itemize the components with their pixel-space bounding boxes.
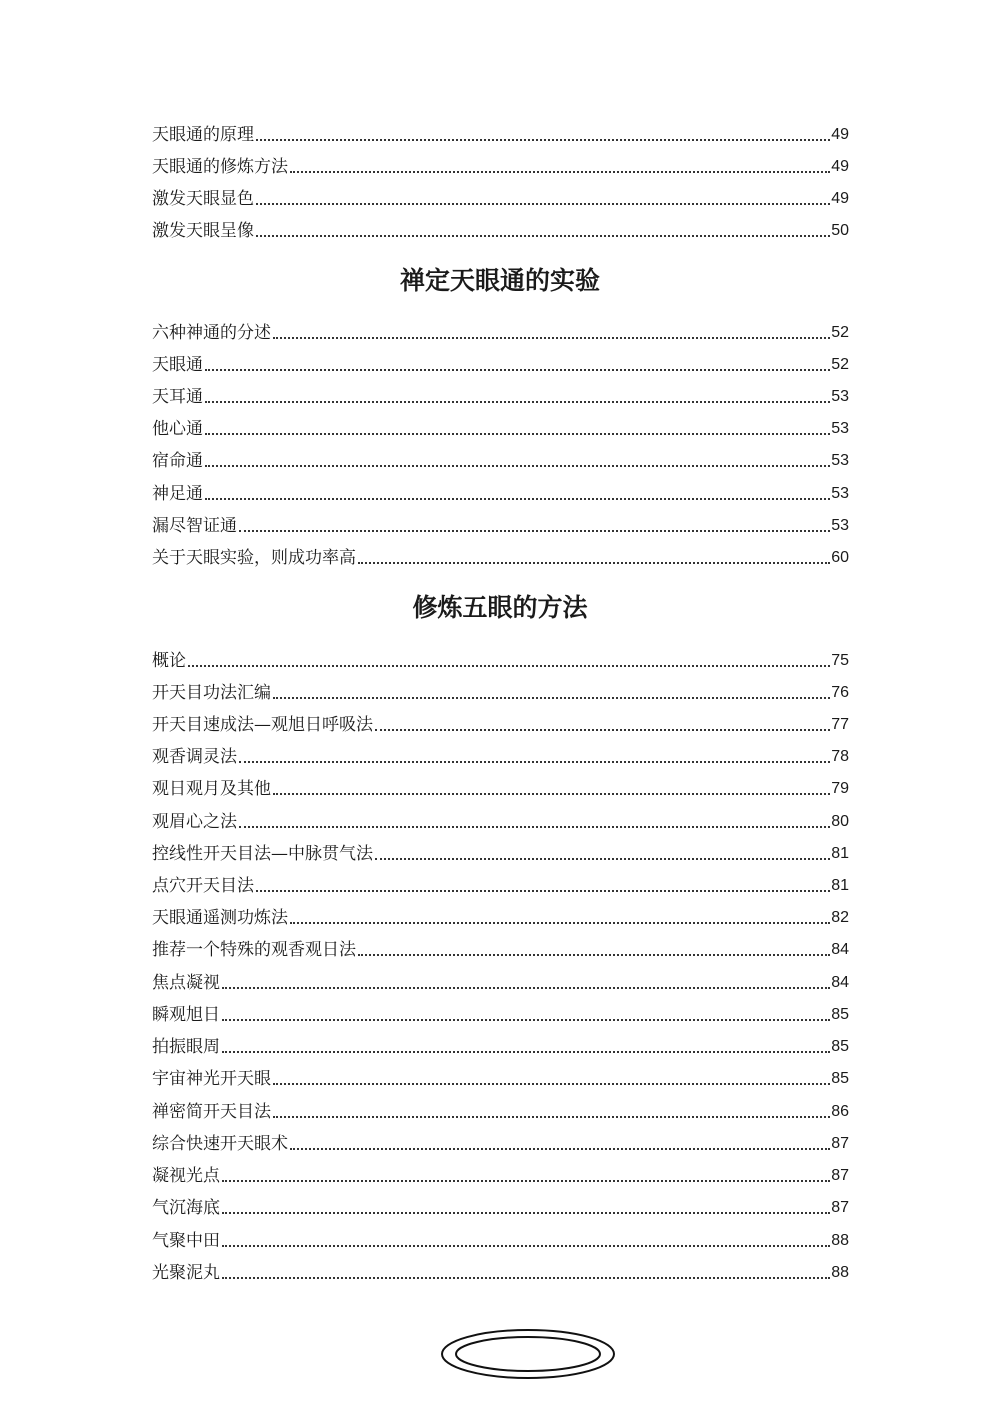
toc-entry[interactable] [152,646,849,672]
toc-entry-page: 86 [831,1103,849,1120]
toc-entry-page: 88 [831,1264,849,1281]
toc-entry-page: 52 [831,356,849,373]
dot-leader [273,793,830,795]
dot-leader [222,1212,830,1214]
dot-leader [205,498,830,500]
toc-entry-page: 49 [831,190,849,207]
dot-leader [273,1116,830,1118]
dot-leader [188,665,830,667]
toc-entry-page: 49 [831,126,849,143]
toc-entry-page: 79 [831,780,849,797]
toc-entry[interactable] [152,446,849,472]
toc-entry-title: 观香调灵法 [152,747,237,767]
toc-entry[interactable] [152,678,849,704]
toc-entry[interactable] [152,216,849,242]
dot-leader [256,203,830,205]
toc-entry[interactable] [152,935,849,961]
toc-entry-title: 天眼通的原理 [152,125,254,145]
toc-entry-title: 天眼通遥测功炼法 [152,908,288,928]
toc-entry-title: 概论 [152,651,186,671]
toc-entry-page: 87 [831,1135,849,1152]
toc-entry-title: 漏尽智证通 [152,516,237,536]
toc-entry[interactable] [152,1000,849,1026]
toc-entry[interactable] [152,184,849,210]
dot-leader [290,1148,830,1150]
toc-entry-title: 观日观月及其他 [152,779,271,799]
toc-entry-title: 凝视光点 [152,1166,220,1186]
toc-entry-title: 神足通 [152,484,203,504]
toc-entry-page: 76 [831,684,849,701]
toc-entry[interactable] [152,350,849,376]
toc-entry-title: 六种神通的分述 [152,323,271,343]
toc-entry[interactable] [152,1064,849,1090]
dot-leader [205,433,830,435]
toc-entry-page: 84 [831,941,849,958]
toc-entry-page: 53 [831,452,849,469]
toc-entry-title: 拍振眼周 [152,1037,220,1057]
toc-entry-page: 53 [831,420,849,437]
toc-entry[interactable] [152,1226,849,1252]
toc-entry-page: 78 [831,748,849,765]
toc-entry-page: 84 [831,974,849,991]
toc-entry[interactable] [152,152,849,178]
toc-entry-title: 他心通 [152,419,203,439]
section-heading: 禅定天眼通的实验 [399,266,600,295]
toc-entry[interactable] [152,903,849,929]
toc-entry-page: 81 [831,877,849,894]
dot-leader [205,465,830,467]
dot-leader [239,761,830,763]
toc-entry-title: 天眼通 [152,355,203,375]
toc-entry-title: 关于天眼实验，则成功率高 [152,548,356,568]
toc-entry-page: 50 [831,222,849,239]
toc-entry-title: 瞬观旭日 [152,1005,220,1025]
dot-leader [256,235,830,237]
toc-entry-page: 49 [831,158,849,175]
toc-entry[interactable] [152,1097,849,1123]
toc-entry[interactable] [152,1161,849,1187]
toc-entry-title: 宿命通 [152,451,203,471]
toc-entry[interactable] [152,414,849,440]
toc-entry-page: 77 [831,716,849,733]
toc-entry-title: 综合快速开天眼术 [152,1134,288,1154]
toc-entry[interactable] [152,543,849,569]
toc-entry-title: 天眼通的修炼方法 [152,157,288,177]
toc-entry-page: 80 [831,813,849,830]
section-heading: 修炼五眼的方法 [412,593,588,622]
dot-leader [222,1051,830,1053]
toc-entry-page: 81 [831,845,849,862]
toc-entry[interactable] [152,1193,849,1219]
dot-leader [256,139,830,141]
toc-entry-title: 气沉海底 [152,1198,220,1218]
toc-entry-page: 85 [831,1070,849,1087]
toc-entry-title: 焦点凝视 [152,973,220,993]
toc-entry-title: 点穴开天目法 [152,876,254,896]
toc-entry[interactable] [152,120,849,146]
dot-leader [375,858,830,860]
toc-entry-title: 控线性开天目法—中脉贯气法 [152,844,373,864]
toc-entry-title: 推荐一个特殊的观香观日法 [152,940,356,960]
dot-leader [273,1083,830,1085]
toc-entry-page: 53 [831,485,849,502]
dot-leader [358,562,830,564]
dot-leader [290,922,830,924]
toc-entry[interactable] [152,968,849,994]
toc-entry-page: 82 [831,909,849,926]
toc-entry-page: 85 [831,1006,849,1023]
dot-leader [222,1245,830,1247]
toc-entry[interactable] [152,871,849,897]
toc-entry-page: 53 [831,388,849,405]
toc-entry[interactable] [152,1032,849,1058]
toc-entry-title: 激发天眼呈像 [152,221,254,241]
dot-leader [205,369,830,371]
toc-entry-page: 52 [831,324,849,341]
toc-entry[interactable] [152,742,849,768]
toc-entry[interactable] [152,807,849,833]
toc-entry-title: 禅密简开天目法 [152,1102,271,1122]
toc-entry-page: 87 [831,1167,849,1184]
dot-leader [290,171,830,173]
toc-entry-page: 53 [831,517,849,534]
toc-entry-page: 87 [831,1199,849,1216]
toc-entry[interactable] [152,774,849,800]
toc-entry-page: 88 [831,1232,849,1249]
toc-entry-title: 宇宙神光开天眼 [152,1069,271,1089]
dot-leader [222,1277,830,1279]
toc-entry-title: 气聚中田 [152,1231,220,1251]
toc-entry[interactable] [152,1258,849,1284]
toc-entry-page: 85 [831,1038,849,1055]
toc-entry[interactable] [152,318,849,344]
toc-entry-title: 天耳通 [152,387,203,407]
toc-entry-title: 观眉心之法 [152,812,237,832]
dot-leader [273,697,830,699]
toc-entry-page: 60 [831,549,849,566]
toc-entry-title: 激发天眼显色 [152,189,254,209]
dot-leader [239,530,830,532]
toc-entry-page: 75 [831,652,849,669]
toc-entry[interactable] [152,1129,849,1155]
toc-entry-title: 开天目功法汇编 [152,683,271,703]
toc-entry-title: 开天目速成法—观旭日呼吸法 [152,715,373,735]
toc-entry[interactable] [152,382,849,408]
double-oval-page-ornament [440,1328,616,1380]
dot-leader [256,890,830,892]
dot-leader [205,401,830,403]
toc-entry[interactable] [152,479,849,505]
dot-leader [222,987,830,989]
toc-entry-title: 光聚泥丸 [152,1263,220,1283]
dot-leader [375,729,830,731]
dot-leader [222,1180,830,1182]
dot-leader [222,1019,830,1021]
toc-entry[interactable] [152,511,849,537]
dot-leader [273,337,830,339]
dot-leader [239,826,830,828]
toc-entry[interactable] [152,839,849,865]
dot-leader [358,954,830,956]
toc-entry[interactable] [152,710,849,736]
